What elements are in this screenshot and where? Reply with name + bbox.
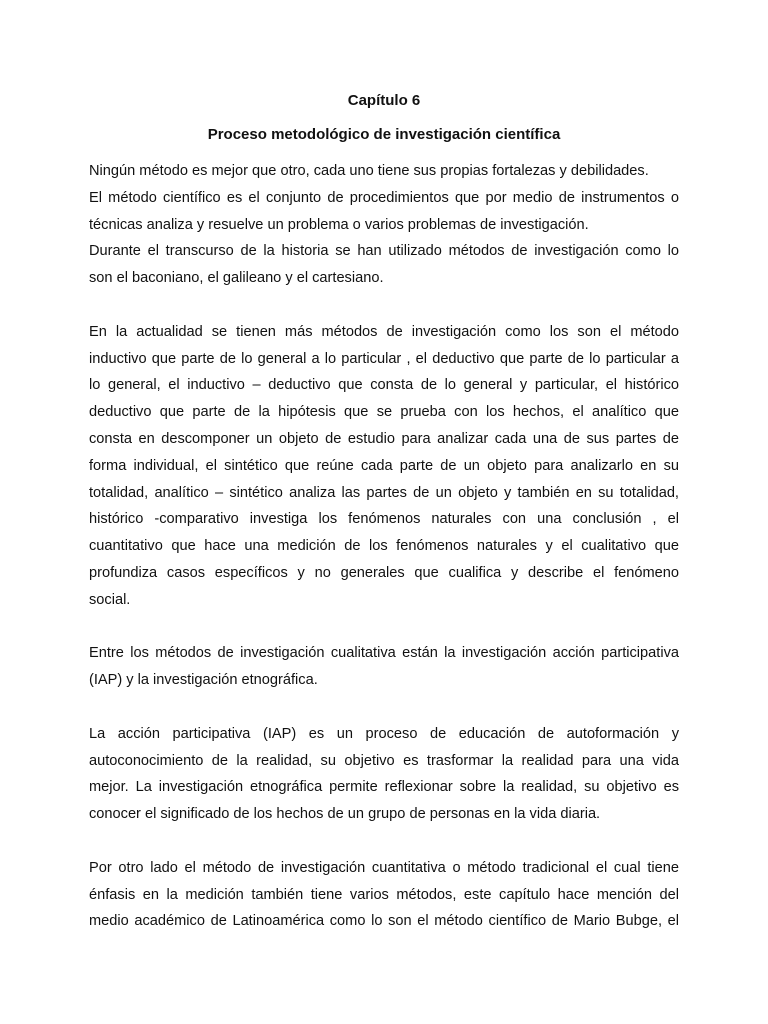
text-line: mejor. La investigación etnográfica permite reflexionar sobre la realidad, su objetivo es (89, 779, 679, 796)
text-line: son el baconiano, el galileano y el cartesiano. (89, 270, 384, 287)
text-line: La acción participativa (IAP) es un proceso de educación de autoformación y (89, 725, 679, 742)
paragraph (89, 640, 679, 694)
paragraph (89, 319, 679, 614)
paragraph-spacer (89, 292, 679, 319)
paragraph-spacer (89, 614, 679, 641)
body-text (89, 158, 679, 935)
paragraph (89, 158, 679, 292)
text-line: deductivo que parte de la hipótesis que se prueba con los hechos, el analítico que (89, 404, 679, 421)
text-line: Entre los métodos de investigación cualitativa están la investigación acción participativa (89, 645, 679, 662)
paragraph-spacer (89, 828, 679, 855)
text-line: consta en descomponer un objeto de estudio para analizar cada una de sus partes de (89, 430, 679, 447)
text-line: medio académico de Latinoamérica como lo son el método científico de Mario Bubge, el (89, 913, 679, 930)
text-line: totalidad, analítico – sintético analiza las partes de un objeto y también en su totalidad, (89, 484, 679, 501)
text-line: técnicas analiza y resuelve un problema o varios problemas de investigación. (89, 216, 589, 233)
text-line: lo general, el inductivo – deductivo que consta de lo general y particular, el histórico (89, 377, 679, 394)
text-line: Ningún método es mejor que otro, cada uno tiene sus propias fortalezas y debilidades. (89, 163, 649, 179)
text-line: En la actualidad se tienen más métodos de investigación como los son el método (89, 323, 679, 340)
text-line: forma individual, el sintético que reúne cada parte de un objeto para analizarlo en su (89, 457, 679, 474)
text-line: inductivo que parte de lo general a lo particular , el deductivo que parte de lo particular a (89, 350, 679, 367)
text-line: énfasis en la medición también tiene varios métodos, este capítulo hace mención del (89, 886, 679, 903)
text-line: profundiza casos específicos y no generales que cualifica y describe el fenómeno (89, 564, 679, 581)
text-line: social. (89, 591, 131, 608)
text-line: histórico -comparativo investiga los fenómenos naturales con una conclusión , el (89, 511, 679, 528)
text-line: Por otro lado el método de investigación cuantitativa o método tradicional el cual tiene (89, 859, 679, 876)
text-line: Durante el transcurso de la historia se han utilizado métodos de investigación como lo (89, 243, 679, 260)
text-line: cuantitativo que hace una medición de los fenómenos naturales y el cualitativo que (89, 538, 679, 555)
paragraph (89, 855, 679, 935)
text-line: (IAP) y la investigación etnográfica. (89, 672, 318, 689)
text-line: conocer el significado de los hechos de un grupo de personas en la vida diaria. (89, 806, 601, 823)
paragraph-spacer (89, 694, 679, 721)
text-line: autoconocimiento de la realidad, su objetivo es trasformar la realidad para una vida (89, 752, 679, 769)
paragraph (89, 721, 679, 828)
chapter-subtitle: Proceso metodológico de investigación científica (207, 126, 561, 143)
chapter-title: Capítulo 6 (347, 92, 421, 109)
text-line: El método científico es el conjunto de procedimientos que por medio de instrumentos o (89, 189, 679, 206)
